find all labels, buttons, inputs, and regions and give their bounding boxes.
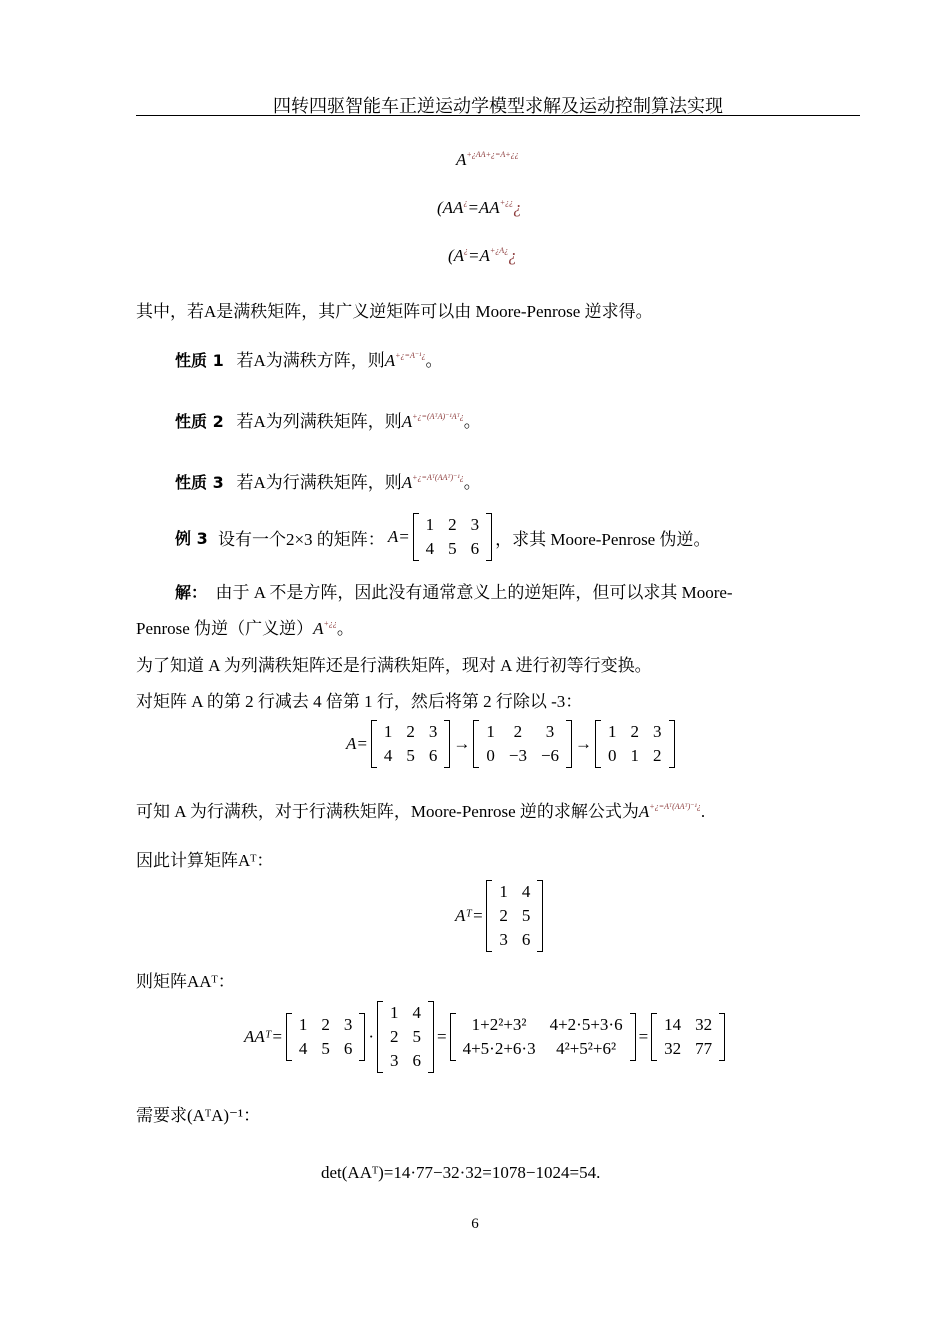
matrix-a: 1 2 3 4 5 6 — [286, 1013, 366, 1061]
matrix-result: 14 32 32 77 — [651, 1013, 725, 1061]
matrix-step-1: 1 2 3 0 −3 −6 — [473, 720, 572, 768]
formula-pseudoinverse-3: ($A^¿=A^{+¿A¿}¿$ — [448, 246, 517, 265]
solution-line-3: 为了知道 A 为列满秩矩阵还是行满秩矩阵，现对 A 进行初等行变换。 — [136, 656, 652, 675]
solution-line-1: 解： 由于 A 不是方阵，因此没有通常意义上的逆矩阵，但可以求其 Moore- — [175, 583, 733, 602]
row-reduction: A= 1 2 3 4 5 6 → 1 2 3 0 −3 −6 → 1 2 3 0 1 2 — [346, 720, 675, 768]
intro-paragraph: 其中，若A是满秩矩阵，其广义逆矩阵可以由 Moore-Penrose 逆求得。 — [136, 302, 653, 321]
page-header: 四转四驱智能车正逆运动学模型求解及运动控制算法实现 — [273, 96, 723, 116]
matrix-transpose: 1 4 2 5 3 6 — [486, 880, 543, 952]
matrix-at: 1 4 2 5 3 6 — [377, 1001, 434, 1073]
formula-pseudoinverse-2: (AA¿=AA+¿¿¿ — [437, 198, 522, 217]
conclusion-line: 可知 A 为行满秩，对于行满秩矩阵，Moore-Penrose 逆的求解公式为$A^{+¿=Aᵀ(AAᵀ)^{-1}¿}$. — [136, 802, 706, 821]
product-intro: 则矩阵AAᵀ： — [136, 972, 235, 991]
formula-pseudoinverse-1: $A^{+¿AA+¿=A+¿¿}$ — [456, 150, 519, 169]
transpose-equation: Aᵀ= 1 4 2 5 3 6 — [455, 880, 543, 952]
property-3: 性质 3 若A为行满秩矩阵，则$A^{+¿=Aᵀ(AAᵀ)^{-1}¿}$。 — [175, 473, 481, 492]
determinant-line: det(AAᵀ)=14·77−32·32=1078−1024=54. — [321, 1163, 601, 1182]
product-equation: AAᵀ= 1 2 3 4 5 6 · 1 4 2 5 3 6 = 1+2²+3² 4+2·5+3·6 4+5·2+6·3 4²+5²+6² = 14 32 32 77 — [244, 1001, 725, 1073]
page-number: 6 — [471, 1216, 479, 1232]
example-matrix: 1 2 3 4 5 6 — [413, 513, 493, 561]
solution-line-2: Penrose 伪逆（广义逆）A+¿¿。 — [136, 619, 354, 638]
example-3: 例 3 设有一个2×3 的矩阵： A= 1 2 3 4 5 6 ，求其 Moore-Penrose 伪逆。 — [175, 513, 710, 561]
header-rule — [136, 115, 860, 116]
matrix-original: 1 2 3 4 5 6 — [371, 720, 451, 768]
transpose-intro: 因此计算矩阵Aᵀ： — [136, 851, 274, 870]
need-line: 需要求(AᵀA)⁻¹： — [136, 1106, 261, 1125]
matrix-step-2: 1 2 3 0 1 2 — [595, 720, 675, 768]
property-1: 性质 1 若A为满秩方阵，则$A^{+¿=A^{-1}¿}$。 — [175, 351, 443, 370]
property-2: 性质 2 若A为列满秩矩阵，则$A^{+¿=(AᵀA)^{-1}Aᵀ¿}$。 — [175, 412, 481, 431]
solution-line-4: 对矩阵 A 的第 2 行减去 4 倍第 1 行，然后将第 2 行除以 -3： — [136, 692, 583, 711]
matrix-expanded: 1+2²+3² 4+2·5+3·6 4+5·2+6·3 4²+5²+6² — [450, 1013, 636, 1061]
